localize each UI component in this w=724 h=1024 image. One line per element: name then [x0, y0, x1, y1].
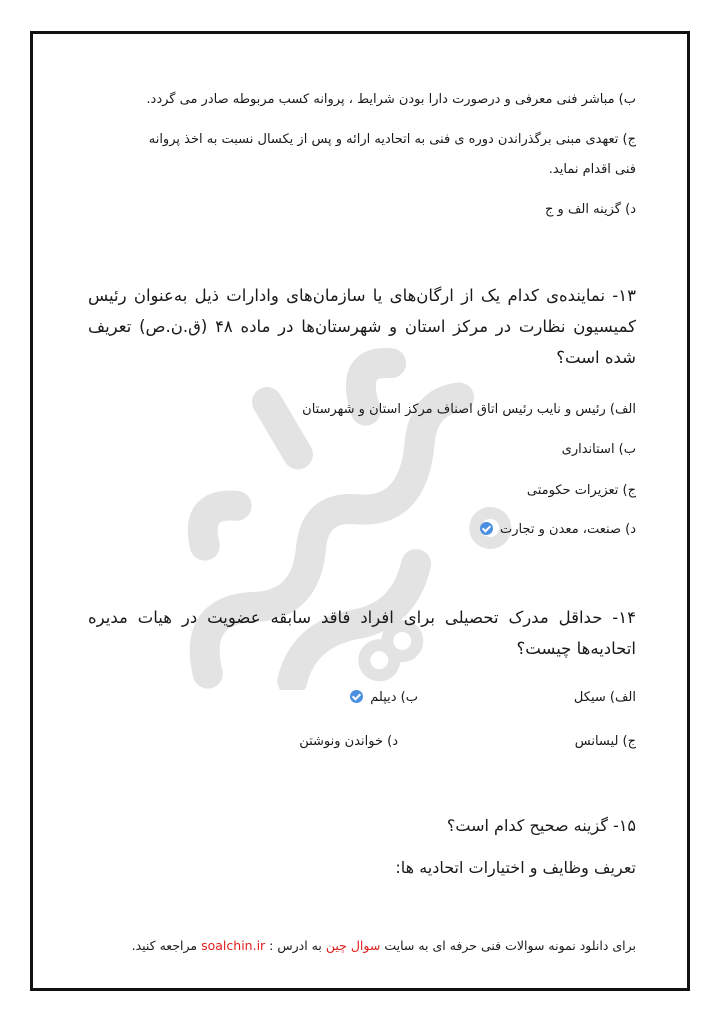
prev-option-c-line1: ج) تعهدی مبنی برگذراندن دوره ی فنی به اتحادیه ارائه و پس از یکسال نسبت به اخذ پروانه — [148, 132, 636, 147]
footer-text-2: به ادرس : — [269, 938, 322, 953]
question-13: ۱۳- نماینده‌ی کدام یک از ارگان‌های یا سازمان‌های وادارات ذیل به‌عنوان رئیس کمیسیون نظارت در مرکز استان و شهرستان‌ها در ماده ۴۸ (ق.ن.ص) تعریف شده است؟ — [88, 286, 636, 367]
q14-option-b-row — [350, 688, 418, 708]
question-15: ۱۵- گزینه صحیح کدام است؟ — [446, 816, 636, 835]
prev-option-d: د) گزینه الف و ج — [545, 202, 636, 217]
q13-option-c: ج) تعزیرات حکومتی — [526, 483, 636, 498]
footer-text-3: مراجعه کنید. — [131, 938, 198, 953]
prev-option-b: ب) مباشر فنی معرفی و درصورت دارا بودن شرایط ، پروانه کسب مربوطه صادر می گردد. — [146, 92, 636, 107]
q13-option-b: ب) استانداری — [561, 442, 636, 457]
q13-option-d: د) صنعت، معدن و تجارت — [500, 522, 636, 537]
footer-site-link[interactable]: سوال چین — [325, 938, 381, 953]
q14-option-c: ج) لیسانس — [574, 734, 636, 749]
question-14: ۱۴- حداقل مدرک تحصیلی برای افراد فاقد سابقه عضویت در هیات مدیره اتحادیه‌ها چیست؟ — [88, 608, 636, 658]
footer-url-link[interactable]: soalchin.ir — [201, 938, 266, 953]
correct-check-icon — [480, 522, 493, 535]
footer-note — [132, 938, 636, 953]
prev-option-c-line2: فنی اقدام نماید. — [548, 162, 636, 177]
q13-option-a: الف) رئیس و نایب رئیس اتاق اصناف مرکز استان و شهرستان — [302, 402, 636, 417]
q13-option-d-row — [480, 520, 636, 540]
footer-text-1: برای دانلود نمونه سوالات فنی حرفه ای به سایت — [384, 938, 636, 953]
q15-subtitle: تعریف وظایف و اختیارات اتحادیه ها: — [395, 858, 636, 877]
q14-option-d: د) خواندن ونوشتن — [299, 734, 398, 749]
correct-check-icon — [350, 690, 363, 703]
q14-option-a: الف) سیکل — [573, 690, 636, 705]
q14-option-b: ب) دیپلم — [370, 690, 418, 705]
